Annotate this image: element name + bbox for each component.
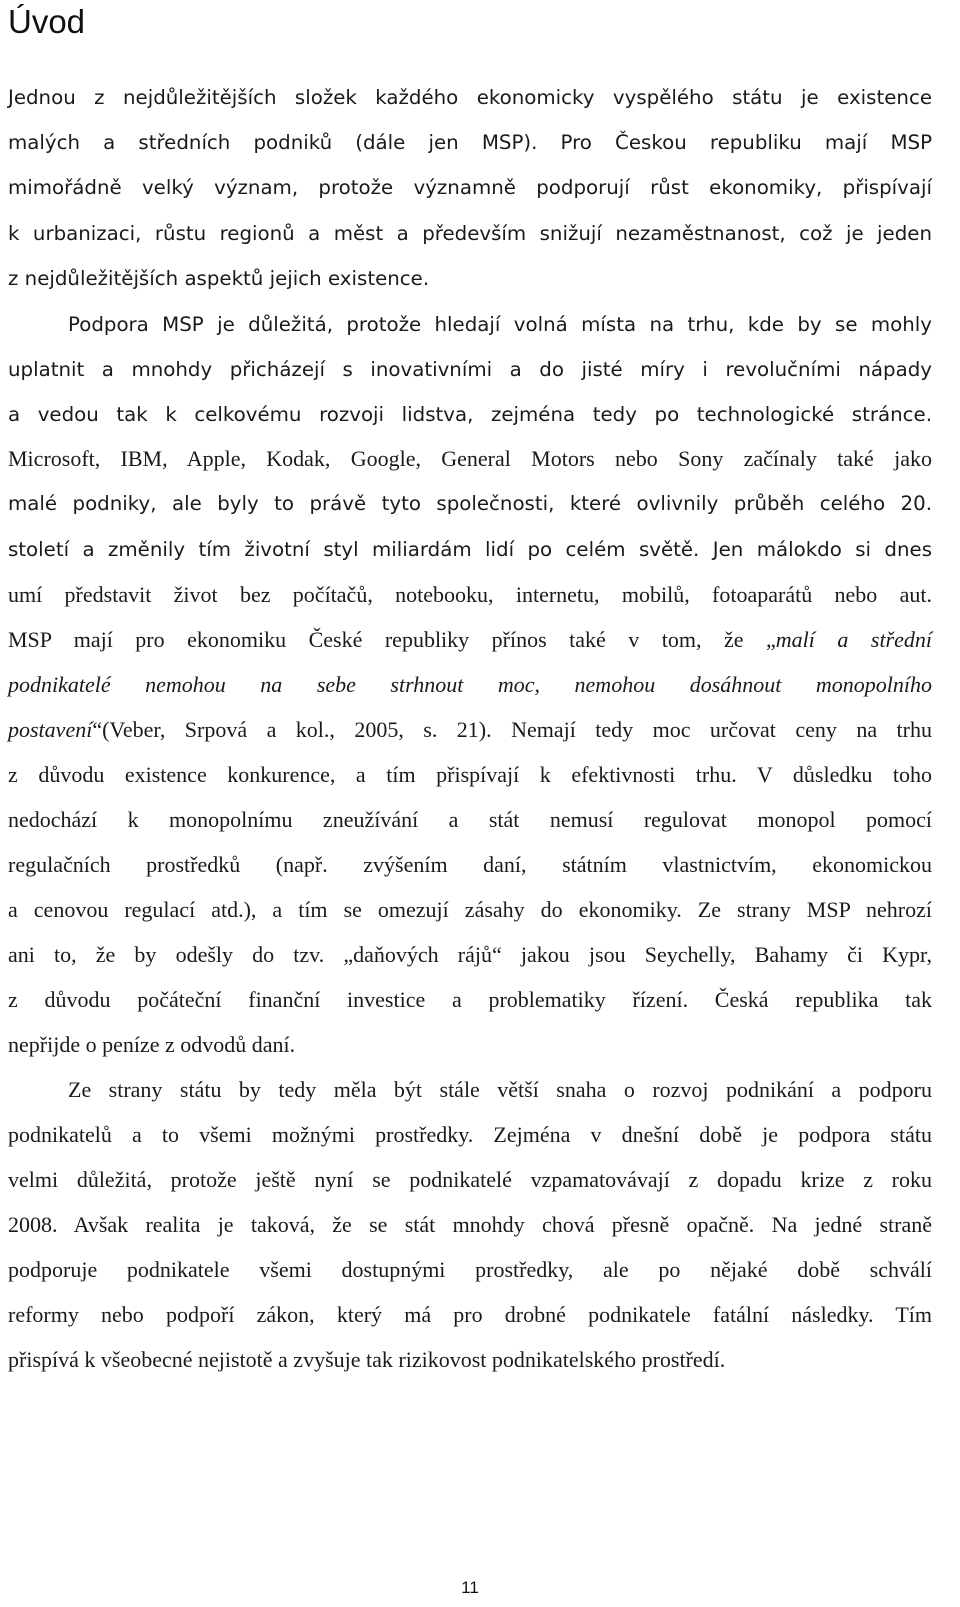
text-run: MSP mají pro ekonomiku České republiky přínos také v tom, že „ (8, 627, 776, 652)
text-line: reformy nebo podpoří zákon, který má pro drobné podnikatele fatální následky. Tím (8, 1302, 932, 1327)
text-line: Podpora MSP je důležitá, protože hledají volná místa na trhu, kde by se mohly (68, 313, 932, 336)
text-line: malých a středních podniků (dále jen MSP). Pro Českou republiku mají MSP (8, 131, 932, 154)
text-line: nepřijde o peníze z odvodů daní. (8, 1032, 296, 1057)
text-line: Ze strany státu by tedy měla být stále větší snaha o rozvoj podnikání a podporu (68, 1077, 932, 1102)
quotation-line: podnikatelé nemohou na sebe strhnout moc, nemohou dosáhnout monopolního (8, 672, 932, 697)
text-line: nedochází k monopolnímu zneužívání a stát nemusí regulovat monopol pomocí (8, 807, 932, 832)
text-line: století a změnily tím životní styl miliardám lidí po celém světě. Jen málokdo si dnes (8, 538, 932, 561)
quotation-run: malí a střední (775, 627, 932, 652)
text-line (8, 626, 932, 654)
text-line: regulačních prostředků (např. zvýšením daní, státním vlastnictvím, ekonomickou (8, 852, 932, 877)
page-number: 11 (461, 1578, 479, 1597)
text-line: ani to, že by odešly do tzv. „daňových rájů“ jakou jsou Seychelly, Bahamy či Kypr, (8, 942, 932, 967)
quotation-run: postavení (8, 717, 93, 742)
text-line: z důvodu počáteční finanční investice a problematiky řízení. Česká republika tak (8, 987, 932, 1012)
text-line: uplatnit a mnohdy přicházejí s inovativními a do jisté míry i revolučními nápady (8, 358, 932, 381)
text-line: umí představit život bez počítačů, notebooku, internetu, mobilů, fotoaparátů nebo aut. (8, 582, 932, 607)
text-line: z důvodu existence konkurence, a tím přispívají k efektivnosti trhu. V důsledku toho (8, 762, 932, 787)
text-run: “(Veber, Srpová a kol., 2005, s. 21). Nemají tedy moc určovat ceny na trhu (92, 717, 932, 742)
text-line: a cenovou regulací atd.), a tím se omezují zásahy do ekonomiky. Ze strany MSP nehrozí (8, 897, 932, 922)
text-line: přispívá k všeobecné nejistotě a zvyšuje tak rizikovost podnikatelského prostředí. (8, 1347, 726, 1372)
text-line (8, 716, 932, 744)
text-line: velmi důležitá, protože ještě nyní se podnikatelé vzpamatovávají z dopadu krize z roku (8, 1167, 932, 1192)
text-line: 2008. Avšak realita je taková, že se stát mnohdy chová přesně opačně. Na jedné straně (8, 1212, 932, 1237)
text-line: a vedou tak k celkovému rozvoji lidstva, zejména tedy po technologické stránce. (8, 403, 932, 426)
page-title: Úvod (8, 3, 86, 40)
text-line: podporuje podnikatele všemi dostupnými prostředky, ale po nějaké době schválí (8, 1257, 932, 1282)
text-line: Microsoft, IBM, Apple, Kodak, Google, General Motors nebo Sony začínaly také jako (8, 446, 932, 471)
text-line: Jednou z nejdůležitějších složek každého ekonomicky vyspělého státu je existence (8, 86, 932, 109)
text-line: k urbanizaci, růstu regionů a měst a především snižují nezaměstnanost, což je jeden (8, 222, 932, 245)
text-line: podnikatelů a to všemi možnými prostředky. Zejména v dnešní době je podpora státu (8, 1122, 932, 1147)
text-line: z nejdůležitějších aspektů jejich existence. (8, 267, 430, 290)
text-line: malé podniky, ale byly to právě tyto společnosti, které ovlivnily průběh celého 20. (8, 492, 932, 515)
text-line: mimořádně velký význam, protože významně podporují růst ekonomiky, přispívají (8, 176, 932, 199)
